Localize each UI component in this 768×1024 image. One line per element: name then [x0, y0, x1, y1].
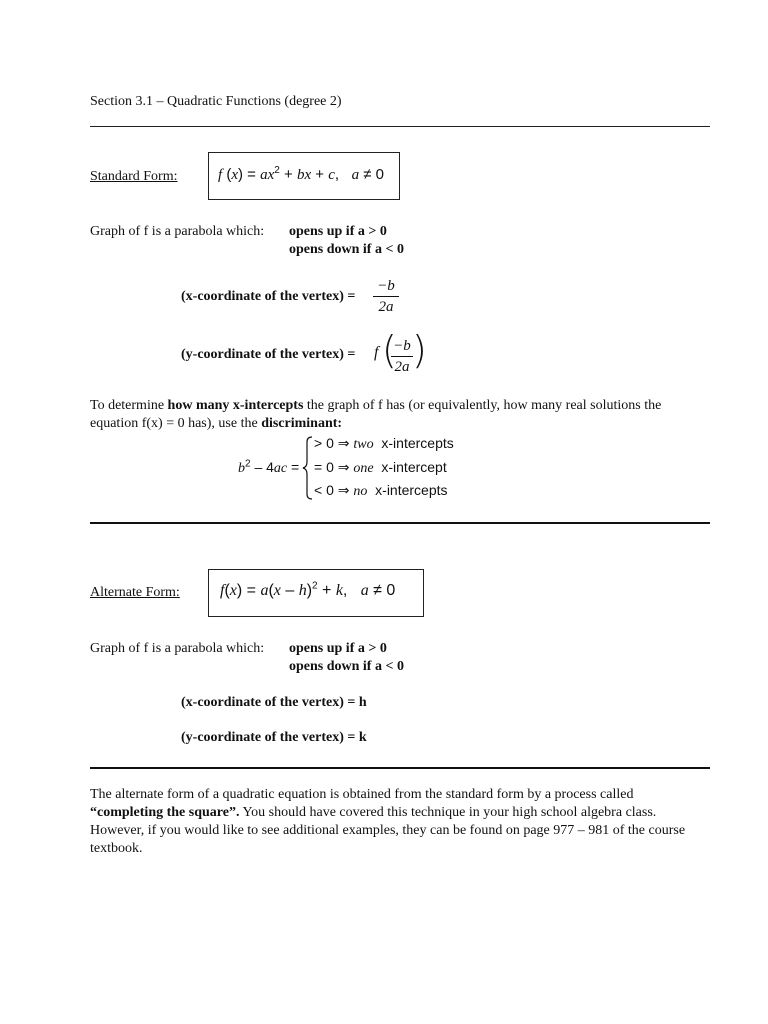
alternate-graph-intro: Graph of f is a parabola which:	[90, 641, 265, 656]
right-paren: )	[412, 328, 427, 372]
discriminant-intro: To determine how many x-intercepts the graph of f has (or equivalently, how many real solutions the equation f(x) = 0 has), use the discriminant:	[90, 398, 662, 431]
y-vertex-function: f	[374, 344, 379, 361]
x-vertex-denominator: 2a	[378, 299, 394, 315]
y-vertex-numerator: −b	[393, 338, 411, 354]
standard-graph-intro: Graph of f is a parabola which:	[90, 224, 265, 239]
discriminant-brace	[302, 436, 314, 500]
completing-square-paragraph: The alternate form of a quadratic equation is obtained from the standard form by a process called “completing the square”. You should have covered this technique in your high school algebra class. However, if you would like to see additional examples, they can be found on page 977 – 981 of the course textbook.	[90, 787, 686, 856]
standard-y-vertex-label: (y-coordinate of the vertex) =	[181, 347, 356, 362]
alternate-opens-up: opens up if a > 0	[289, 641, 387, 656]
y-vertex-fraction	[390, 336, 414, 377]
standard-form-formula-box	[208, 152, 400, 200]
x-vertex-fraction	[372, 276, 400, 317]
discriminant-case-positive: > 0 ⇒ two x-intercepts	[314, 435, 454, 452]
alternate-x-vertex: (x-coordinate of the vertex) = h	[181, 695, 367, 710]
left-paren: (	[382, 328, 397, 372]
alternate-form-label: Alternate Form:	[90, 585, 180, 600]
standard-opens-up: opens up if a > 0	[289, 224, 387, 239]
discriminant-case-negative: < 0 ⇒ no x-intercepts	[314, 482, 448, 499]
section-divider	[90, 522, 710, 524]
x-vertex-numerator: −b	[377, 278, 395, 294]
alternate-form-formula-box	[208, 569, 424, 617]
alternate-form-formula: f(x) = a(x – h)$^2$ + k, a ≠ 0	[220, 580, 396, 599]
discriminant-expression: $b^2 - 4ac$ =	[238, 458, 300, 476]
standard-opens-down: opens down if a < 0	[289, 242, 404, 257]
standard-x-vertex-label: (x-coordinate of the vertex) =	[181, 289, 356, 304]
standard-form-label: Standard Form:	[90, 169, 178, 184]
y-vertex-denominator: 2a	[394, 359, 410, 375]
bottom-divider	[90, 767, 710, 769]
alternate-opens-down: opens down if a < 0	[289, 659, 404, 674]
discriminant-case-zero: = 0 ⇒ one x-intercept	[314, 459, 447, 476]
title-divider	[90, 126, 710, 127]
standard-form-formula: f $(x) = ax^2$ + bx + c, a ≠ 0	[218, 165, 384, 183]
alternate-y-vertex: (y-coordinate of the vertex) = k	[181, 730, 367, 745]
page-title: Section 3.1 – Quadratic Functions (degree 2)	[90, 94, 342, 109]
